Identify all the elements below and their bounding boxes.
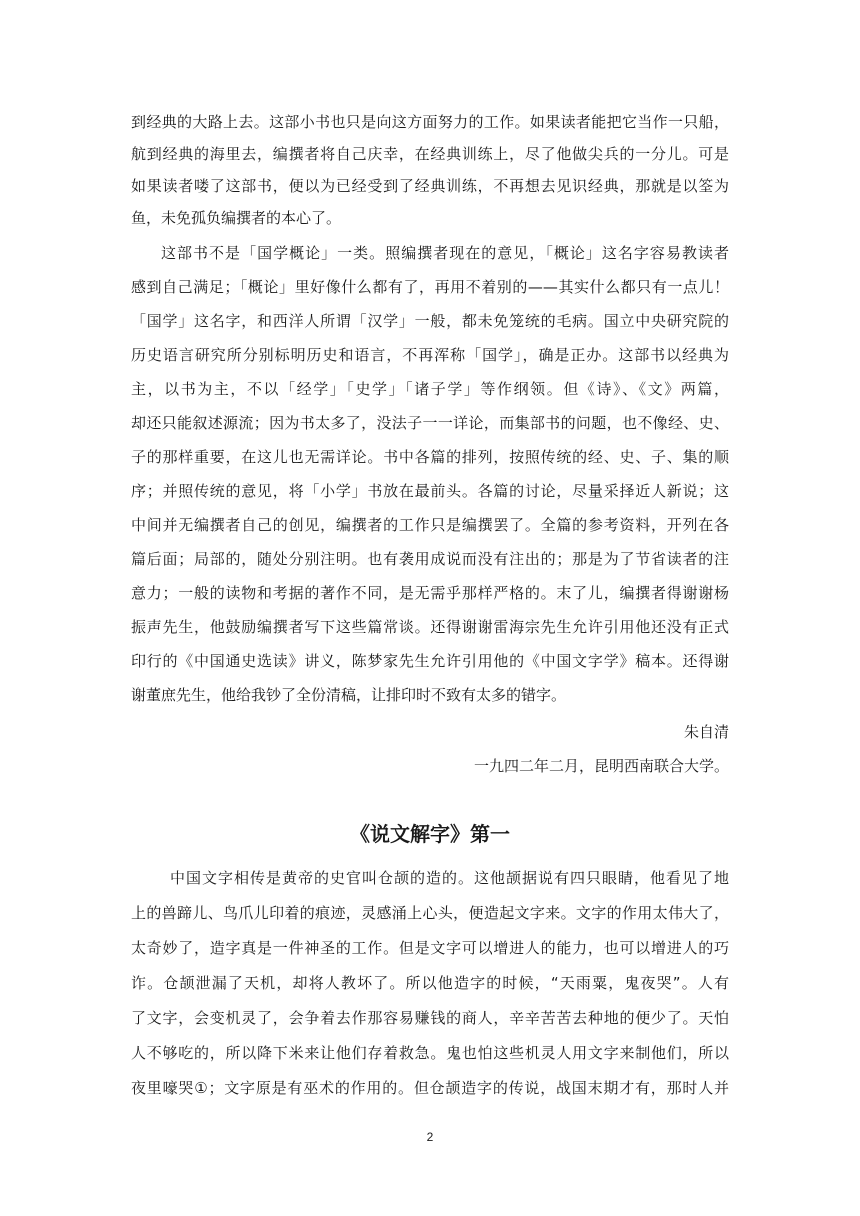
chapter-line-6: 人不够吃的，所以降下米来让他们存着救急。鬼也怕这些机灵人用文字来制他们，所以 xyxy=(131,1044,729,1062)
preface-line-3: 「国学」这名字，和西洋人所谓「汉学」一般，都未免笼统的毛病。国立中央研究院的 xyxy=(131,312,729,330)
preface-line-9: 中间并无编撰者自己的创见，编撰者的工作只是编撰罢了。全篇的参考资料，开列在各 xyxy=(131,516,729,534)
preface-line-13: 印行的《中国通史选读》讲义，陈梦家先生允许引用他的《中国文字学》稿本。还得谢 xyxy=(131,652,729,670)
preface-line-1: 这部书不是「国学概论」一类。照编撰者现在的意见，「概论」这名字容易教读者 xyxy=(161,244,729,262)
preface-line-10: 篇后面；局部的，随处分别注明。也有袭用成说而没有注出的；那是为了节省读者的注 xyxy=(131,550,729,568)
signature-author: 朱自清 xyxy=(683,723,729,741)
chapter-title: 《说文解字》第一 xyxy=(350,822,510,846)
preface-line-11: 意力；一般的读物和考据的著作不同，是无需乎那样严格的。末了儿，编撰者得谢谢杨 xyxy=(131,584,729,602)
chapter-line-1: 中国文字相传是黄帝的史官叫仓颉的造的。这他颉据说有四只眼睛，他看见了地 xyxy=(170,869,729,887)
preface-line-12: 振声先生，他鼓励编撰者写下这些篇常谈。还得谢谢雷海宗先生允许引用他还没有正式 xyxy=(131,618,729,636)
preface-line-8: 序；并照传统的意见，将「小学」书放在最前头。各篇的讨论，尽量采择近人新说；这 xyxy=(131,482,729,500)
chapter-line-4: 诈。仓颉泄漏了天机，却将人教坏了。所以他造字的时候，“天雨粟，鬼夜哭”。人有 xyxy=(131,974,729,992)
signature-date-place: 一九四二年二月，昆明西南联合大学。 xyxy=(473,757,729,775)
preface-line-14: 谢董庶先生，他给我钞了全份清稿，让排印时不致有太多的错字。 xyxy=(131,686,567,704)
chapter-line-5: 了文字，会变机灵了，会争着去作那容易赚钱的商人，辛辛苦苦去种地的便少了。天怕 xyxy=(131,1009,729,1027)
continuation-line-1: 到经典的大路上去。这部小书也只是向这方面努力的工作。如果读者能把它当作一只船， xyxy=(131,113,729,131)
chapter-line-7: 夜里嚎哭①；文字原是有巫术的作用的。但仓颉造字的传说，战国末期才有，那时人并 xyxy=(131,1079,729,1097)
page-number: 2 xyxy=(426,1130,434,1144)
preface-line-7: 子的那样重要，在这儿也无需详论。书中各篇的排列，按照传统的经、史、子、集的顺 xyxy=(131,448,729,466)
continuation-line-3: 如果读者喽了这部书，便以为已经受到了经典训练，不再想去见识经典，那就是以筌为 xyxy=(131,177,729,195)
continuation-line-4: 鱼，未免孤负编撰者的本心了。 xyxy=(131,209,342,227)
preface-line-5: 主，以书为主，不以「经学」「史学」「诸子学」等作纲领。但《诗》、《文》两篇， xyxy=(131,380,729,398)
continuation-line-2: 航到经典的海里去，编撰者将自己庆幸，在经典训练上，尽了他做尖兵的一分儿。可是 xyxy=(131,145,729,163)
preface-line-6: 却还只能叙述源流；因为书太多了，没法子一一详论，而集部书的问题，也不像经、史、 xyxy=(131,414,729,432)
chapter-line-3: 太奇妙了，造字真是一件神圣的工作。但是文字可以增进人的能力，也可以增进人的巧 xyxy=(131,939,729,957)
preface-line-4: 历史语言研究所分别标明历史和语言，不再浑称「国学」，确是正办。这部书以经典为 xyxy=(131,346,729,364)
chapter-line-2: 上的兽蹄儿、鸟爪儿印着的痕迹，灵感涌上心头，便造起文字来。文字的作用太伟大了， xyxy=(131,904,729,922)
preface-line-2: 感到自己满足；「概论」里好像什么都有了，再用不着别的——其实什么都只有一点儿！ xyxy=(131,278,729,296)
